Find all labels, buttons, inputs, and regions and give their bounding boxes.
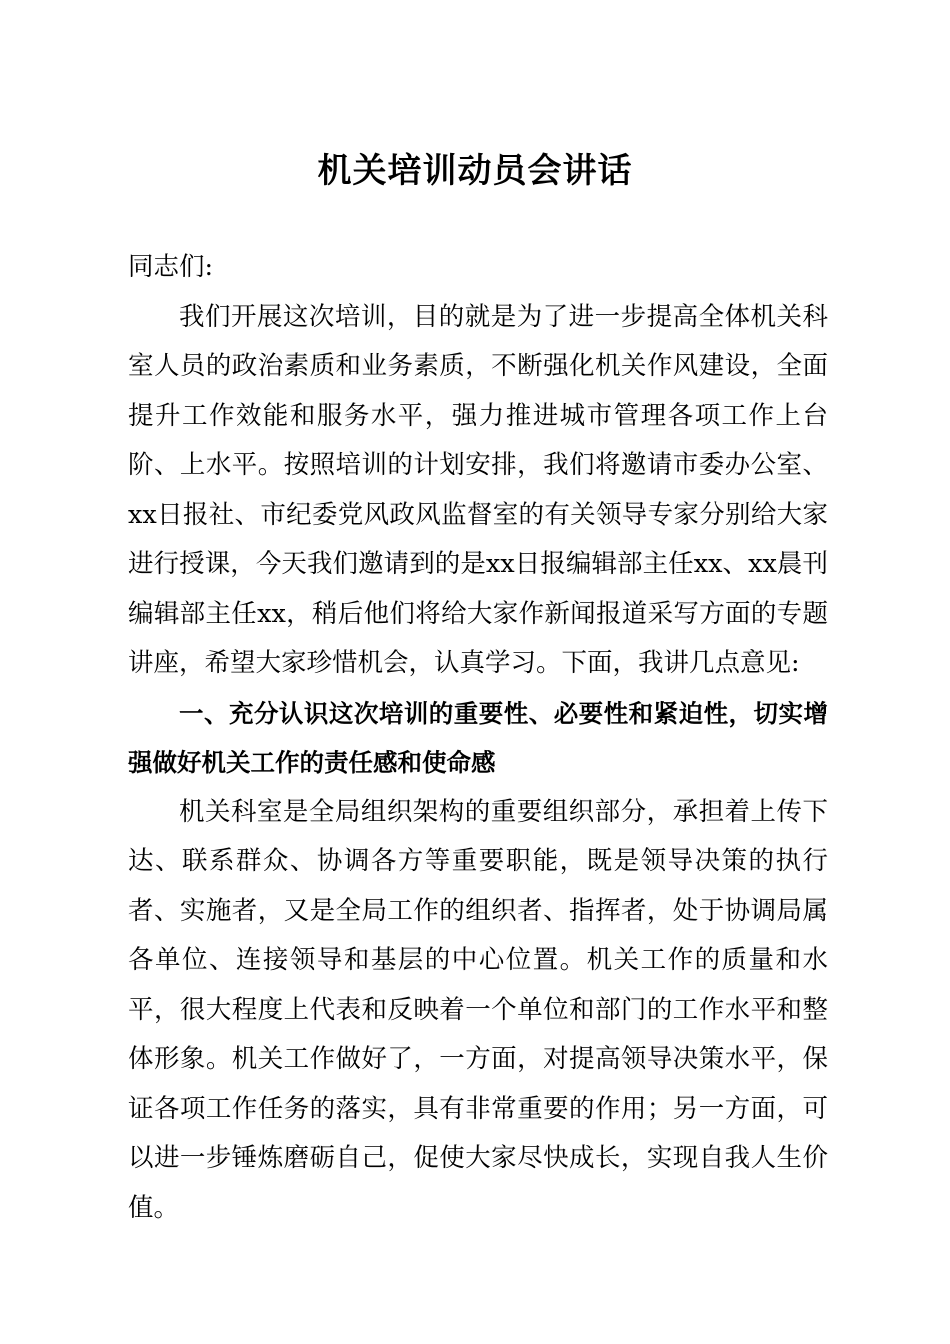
section-1-heading: 一、充分认识这次培训的重要性、必要性和紧迫性，切实增强做好机关工作的责任感和使命感 <box>128 698 828 777</box>
document-body <box>128 243 828 1233</box>
section-1-paragraph: 机关科室是全局组织架构的重要组织部分，承担着上传下达、联系群众、协调各方等重要职能，既是领导决策的执行者、实施者，又是全局工作的组织者、指挥者，处于协调局属各单位、连接领导和基层的中心位置。机关工作的质量和水平，很大程度上代表和反映着一个单位和部门的工作水平和整体形象。机关工作做好了，一方面，对提高领导决策水平，保证各项工作任务的落实，具有非常重要的作用；另一方面，可以进一步锤炼磨砺自己，促使大家尽快成长，实现自我人生价值。 <box>128 796 828 1223</box>
document-title: 机关培训动员会讲话 <box>317 151 633 191</box>
salutation: 同志们: <box>128 252 214 282</box>
intro-paragraph: 我们开展这次培训，目的就是为了进一步提高全体机关科室人员的政治素质和业务素质，不断强化机关作风建设，全面提升工作效能和服务水平，强力推进城市管理各项工作上台阶、上水平。按照培训的计划安排，我们将邀请市委办公室、xx日报社、市纪委党风政风监督室的有关领导专家分别给大家进行授课，今天我们邀请到的是xx日报编辑部主任xx、xx晨刊编辑部主任xx，稍后他们将给大家作新闻报道采写方面的专题讲座，希望大家珍惜机会，认真学习。下面，我讲几点意见: <box>128 301 828 678</box>
